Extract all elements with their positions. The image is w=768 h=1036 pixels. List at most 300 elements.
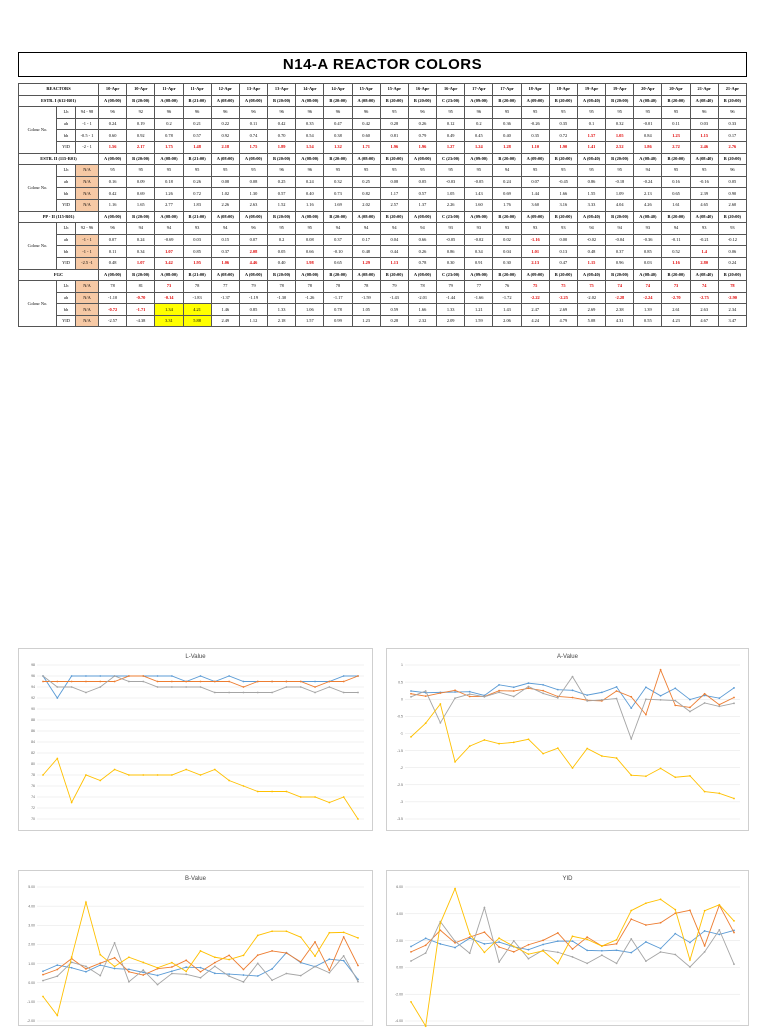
data-point — [56, 975, 58, 977]
chart-title: YID — [562, 876, 573, 882]
l-value-chart-svg — [19, 649, 372, 830]
value-cell: -1.26 — [296, 292, 324, 304]
data-point — [300, 936, 302, 938]
y-tick-label: -1 — [399, 731, 403, 736]
value-cell: 1.95 — [183, 257, 211, 269]
value-cell: 1.52 — [268, 199, 296, 211]
data-point — [410, 736, 412, 738]
shift-cell: A (08:00) — [352, 269, 380, 281]
y-tick-label: 5.00 — [28, 885, 35, 890]
value-cell: 0.49 — [437, 130, 465, 142]
table-row — [19, 304, 747, 316]
value-cell: 1.02 — [211, 188, 239, 200]
shift-cell: A (08:40) — [634, 153, 662, 165]
data-point — [557, 932, 559, 934]
value-cell: -0.69 — [155, 234, 183, 246]
value-cell: 94 — [634, 165, 662, 177]
value-cell: 96 — [239, 223, 267, 235]
data-point — [357, 692, 359, 694]
value-cell: 95 — [521, 107, 549, 119]
value-cell: -0.18 — [606, 176, 634, 188]
value-cell: 0.11 — [239, 118, 267, 130]
value-cell: 1.06 — [296, 304, 324, 316]
shift-cell: A (08:00) — [155, 211, 183, 223]
data-point — [572, 948, 574, 950]
shift-cell: B (20:00) — [324, 153, 352, 165]
data-point — [454, 761, 456, 763]
shift-cell: A (08:40) — [690, 153, 718, 165]
value-cell: -2.01 — [408, 292, 436, 304]
data-point — [454, 940, 456, 942]
shift-cell: A (08:40) — [577, 153, 605, 165]
value-cell: 0.36 — [493, 118, 521, 130]
value-cell: -1.30 — [268, 292, 296, 304]
value-cell: 1.75 — [155, 141, 183, 153]
value-cell: 0.03 — [183, 234, 211, 246]
data-point — [200, 675, 202, 677]
value-cell: 0.11 — [662, 118, 690, 130]
data-point — [200, 774, 202, 776]
a-value-chart-svg — [387, 649, 748, 830]
value-cell: 1.89 — [268, 141, 296, 153]
value-cell: 0.57 — [268, 188, 296, 200]
value-cell: 1.13 — [380, 257, 408, 269]
data-point — [128, 774, 130, 776]
value-cell: 95 — [437, 107, 465, 119]
value-cell: 96 — [296, 165, 324, 177]
value-cell: 0.17 — [718, 130, 746, 142]
data-point — [586, 748, 588, 750]
data-point — [243, 981, 245, 983]
date-header: 15-Apr — [352, 84, 380, 96]
data-point — [328, 969, 330, 971]
data-point — [513, 741, 515, 743]
value-cell: 0.24 — [127, 234, 155, 246]
value-cell: 1.07 — [155, 246, 183, 258]
data-point — [425, 952, 427, 954]
shift-cell: B (20:00) — [408, 95, 436, 107]
value-cell: 79 — [437, 281, 465, 293]
value-cell: -2.24 — [634, 292, 662, 304]
data-point — [142, 962, 144, 964]
value-cell: 96 — [183, 107, 211, 119]
value-cell: 93 — [718, 223, 746, 235]
value-cell: 1.09 — [606, 188, 634, 200]
data-point — [689, 909, 691, 911]
data-point — [85, 966, 87, 968]
data-point — [674, 954, 676, 956]
value-cell: 1.66 — [549, 188, 577, 200]
data-point — [228, 692, 230, 694]
value-cell: 3.31 — [155, 315, 183, 327]
table-row — [19, 281, 747, 293]
date-header: 10-Apr — [127, 84, 155, 96]
data-point — [733, 798, 735, 800]
value-cell: 95 — [211, 165, 239, 177]
data-point — [71, 686, 73, 688]
value-cell: 95 — [268, 223, 296, 235]
data-point — [513, 945, 515, 947]
date-header: 17-Apr — [465, 84, 493, 96]
data-point — [243, 954, 245, 956]
value-cell: 0.92 — [127, 130, 155, 142]
value-cell: 1.16 — [99, 199, 127, 211]
value-cell: 0.35 — [521, 130, 549, 142]
shift-cell: B (20:00) — [268, 211, 296, 223]
value-cell: 2.06 — [493, 315, 521, 327]
param-label: ah — [57, 118, 76, 130]
value-cell: -1.43 — [380, 292, 408, 304]
data-point — [300, 796, 302, 798]
value-cell: 95 — [634, 107, 662, 119]
data-point — [314, 941, 316, 943]
value-cell: 73 — [662, 281, 690, 293]
y-tick-label: -4.00 — [395, 1019, 403, 1024]
data-point — [85, 774, 87, 776]
shift-cell: B (20:00) — [268, 95, 296, 107]
value-cell: 0.45 — [465, 130, 493, 142]
value-cell: 4.31 — [606, 315, 634, 327]
value-cell: -1.17 — [324, 292, 352, 304]
data-point — [454, 691, 456, 693]
data-point — [42, 974, 44, 976]
shift-cell: A (08:40) — [690, 269, 718, 281]
value-cell: 1.07 — [127, 257, 155, 269]
y-tick-label: 92 — [31, 696, 35, 701]
data-point — [484, 739, 486, 741]
shift-cell: B (20:00) — [718, 211, 746, 223]
value-cell: 0.44 — [380, 246, 408, 258]
table-row — [19, 107, 747, 119]
data-point — [257, 962, 259, 964]
data-point — [410, 690, 412, 692]
data-point — [410, 696, 412, 698]
data-point — [645, 960, 647, 962]
data-point — [286, 686, 288, 688]
date-header: 19-Apr — [577, 84, 605, 96]
data-point — [271, 791, 273, 793]
data-point — [157, 686, 159, 688]
data-point — [85, 968, 87, 970]
data-point — [454, 947, 456, 949]
data-point — [171, 681, 173, 683]
shift-cell: A (08:00) — [211, 211, 239, 223]
value-cell: 0.57 — [183, 130, 211, 142]
value-cell: -0.03 — [437, 176, 465, 188]
y-tick-label: -1.00 — [27, 1000, 35, 1005]
data-point — [498, 690, 500, 692]
y-tick-label: 4.00 — [396, 912, 403, 916]
data-point — [689, 699, 691, 701]
value-cell: 1.98 — [296, 257, 324, 269]
shift-cell: A (08:00) — [211, 95, 239, 107]
data-point — [425, 690, 427, 692]
value-cell: 1.12 — [239, 315, 267, 327]
data-point — [171, 966, 173, 968]
data-point — [616, 943, 618, 945]
data-point — [484, 931, 486, 933]
spec-range: 94 - 98 — [76, 107, 99, 119]
table-row — [19, 188, 747, 200]
value-cell: 0.48 — [99, 257, 127, 269]
value-cell: -2.70 — [662, 292, 690, 304]
value-cell: 95 — [239, 165, 267, 177]
value-cell: 96 — [296, 107, 324, 119]
value-cell: 0.86 — [437, 246, 465, 258]
y-tick-label: -3 — [399, 800, 403, 805]
data-point — [243, 681, 245, 683]
param-label: bh — [57, 130, 76, 142]
value-cell: 2.26 — [437, 199, 465, 211]
data-point — [343, 960, 345, 962]
data-point — [674, 687, 676, 689]
data-point — [586, 962, 588, 964]
data-point — [214, 681, 216, 683]
value-cell: 1.41 — [577, 141, 605, 153]
data-point — [243, 785, 245, 787]
data-point — [128, 675, 130, 677]
data-point — [114, 942, 116, 944]
value-cell: 74 — [606, 281, 634, 293]
shift-cell: B (21:00) — [183, 153, 211, 165]
y-tick-label: 1 — [401, 663, 403, 668]
data-point — [228, 973, 230, 975]
data-point — [286, 930, 288, 932]
shift-cell: A (08:00) — [211, 153, 239, 165]
data-point — [601, 954, 603, 956]
value-cell: 94 — [380, 223, 408, 235]
date-header: 21-Apr — [690, 84, 718, 96]
value-cell: 96 — [99, 223, 127, 235]
shift-cell: B (20:00) — [662, 95, 690, 107]
data-point — [343, 681, 345, 683]
table-row — [19, 234, 747, 246]
data-point — [469, 933, 471, 935]
data-point — [586, 700, 588, 702]
data-point — [85, 971, 87, 973]
value-cell: 2.76 — [718, 141, 746, 153]
value-cell: 0.35 — [296, 118, 324, 130]
data-point — [410, 960, 412, 962]
value-cell: 0.59 — [380, 304, 408, 316]
data-point — [557, 697, 559, 699]
spec-range: N/A — [76, 281, 99, 293]
shift-cell: A (08:00) — [352, 153, 380, 165]
data-point — [616, 698, 618, 700]
value-cell: 0.66 — [408, 234, 436, 246]
value-cell: 95 — [606, 107, 634, 119]
value-cell: 0.26 — [183, 176, 211, 188]
value-cell: 4.65 — [690, 199, 718, 211]
data-point — [439, 703, 441, 705]
value-cell: 74 — [690, 281, 718, 293]
value-cell: 96 — [211, 107, 239, 119]
value-cell: 0.81 — [380, 130, 408, 142]
value-cell: 94 — [155, 223, 183, 235]
data-point — [71, 802, 73, 804]
value-cell: -0.16 — [690, 176, 718, 188]
value-cell: 0.13 — [549, 246, 577, 258]
data-point — [157, 774, 159, 776]
y-tick-label: 70 — [31, 817, 35, 822]
param-label: ah — [57, 292, 76, 304]
value-cell: 0.78 — [155, 130, 183, 142]
param-label: YID — [57, 199, 76, 211]
shift-cell: A (08:00) — [155, 153, 183, 165]
y-tick-label: 84 — [31, 740, 35, 745]
data-point — [200, 971, 202, 973]
value-cell: 0.37 — [606, 246, 634, 258]
value-cell: 95 — [437, 165, 465, 177]
value-cell: 78 — [99, 281, 127, 293]
value-cell: 0.60 — [99, 130, 127, 142]
data-point — [660, 951, 662, 953]
data-point — [300, 961, 302, 963]
data-point — [498, 946, 500, 948]
shift-cell: B (20:00) — [718, 95, 746, 107]
value-cell: -0.02 — [465, 234, 493, 246]
value-cell: 3.33 — [577, 199, 605, 211]
data-point — [704, 693, 706, 695]
data-point — [484, 907, 486, 909]
value-cell: 0.30 — [493, 257, 521, 269]
data-point — [645, 714, 647, 716]
data-point — [630, 952, 632, 954]
value-cell: 4.79 — [549, 315, 577, 327]
value-cell: 0.48 — [577, 246, 605, 258]
value-cell: 0.09 — [127, 176, 155, 188]
data-point — [42, 774, 44, 776]
value-cell: 76 — [493, 281, 521, 293]
shift-cell: A (08:00) — [155, 95, 183, 107]
value-cell: 0.06 — [718, 246, 746, 258]
shift-cell: A (09:00) — [465, 95, 493, 107]
data-point — [498, 743, 500, 745]
shift-cell: B (20:00) — [380, 153, 408, 165]
spec-range: -2 - 1 — [76, 141, 99, 153]
spec-range: N/A — [76, 199, 99, 211]
value-cell: 2.13 — [521, 257, 549, 269]
value-cell: 95 — [99, 165, 127, 177]
value-cell: -1.83 — [183, 292, 211, 304]
value-cell: 3.16 — [549, 199, 577, 211]
y-tick-label: 76 — [31, 784, 35, 789]
value-cell: 0.38 — [324, 130, 352, 142]
value-cell: -2.25 — [549, 292, 577, 304]
value-cell: 0.2 — [268, 234, 296, 246]
value-cell: 0.85 — [634, 246, 662, 258]
spec-range: N/A — [76, 165, 99, 177]
data-point — [528, 682, 530, 684]
data-point — [542, 944, 544, 946]
shift-cell: B (20:00) — [718, 153, 746, 165]
data-point — [286, 973, 288, 975]
data-point — [439, 922, 441, 924]
data-point — [99, 964, 101, 966]
data-point — [142, 969, 144, 971]
data-point — [542, 684, 544, 686]
data-point — [214, 692, 216, 694]
data-point — [200, 686, 202, 688]
data-point — [343, 931, 345, 933]
data-point — [85, 675, 87, 677]
value-cell: 2.02 — [352, 199, 380, 211]
chart-a-value — [386, 648, 749, 831]
value-cell: 1.15 — [690, 130, 718, 142]
series-line — [43, 902, 358, 1015]
value-cell: 78 — [296, 281, 324, 293]
value-cell: 0.18 — [155, 176, 183, 188]
value-cell: 95 — [296, 223, 324, 235]
y-tick-label: 96 — [31, 674, 35, 679]
shift-cell: A (09:00) — [465, 211, 493, 223]
value-cell: 96 — [690, 107, 718, 119]
data-point — [704, 930, 706, 932]
data-point — [513, 940, 515, 942]
value-cell: 1.21 — [465, 304, 493, 316]
data-point — [410, 946, 412, 948]
data-point — [228, 675, 230, 677]
value-cell: 0.24 — [99, 118, 127, 130]
data-point — [630, 774, 632, 776]
data-point — [314, 955, 316, 957]
data-point — [257, 935, 259, 937]
shift-cell: A (09:00) — [465, 153, 493, 165]
date-header: 20-Apr — [634, 84, 662, 96]
value-cell: 0.84 — [634, 130, 662, 142]
data-point — [528, 686, 530, 688]
data-point — [660, 669, 662, 671]
value-cell: 0.05 — [268, 246, 296, 258]
data-point — [328, 972, 330, 974]
data-point — [439, 722, 441, 724]
data-point — [314, 692, 316, 694]
date-header: 15-Apr — [380, 84, 408, 96]
data-point — [557, 940, 559, 942]
data-point — [42, 970, 44, 972]
section-name: ESTR. I (612-R01) — [19, 95, 99, 107]
data-point — [271, 681, 273, 683]
y-tick-label: 1.00 — [28, 961, 35, 966]
value-cell: -1.71 — [127, 304, 155, 316]
data-point — [528, 958, 530, 960]
data-point — [214, 972, 216, 974]
data-point — [572, 676, 574, 678]
value-cell: 4.23 — [662, 315, 690, 327]
data-point — [114, 957, 116, 959]
shift-cell: A (08:00) — [239, 211, 267, 223]
shift-cell: A (08:00) — [99, 269, 127, 281]
data-point — [128, 681, 130, 683]
value-cell: 0.48 — [352, 246, 380, 258]
data-point — [601, 950, 603, 952]
value-cell: -2.75 — [690, 292, 718, 304]
data-point — [718, 706, 720, 708]
shift-cell: A (08:00) — [99, 153, 127, 165]
value-cell: 95 — [352, 165, 380, 177]
section-header-row — [19, 269, 747, 281]
value-cell: 4.24 — [521, 315, 549, 327]
value-cell: 78 — [408, 281, 436, 293]
y-tick-label: -2.5 — [396, 782, 403, 787]
param-label: bh — [57, 304, 76, 316]
value-cell: 0.22 — [211, 118, 239, 130]
data-point — [439, 943, 441, 945]
shift-cell: B (20:00) — [268, 153, 296, 165]
value-cell: 92 — [127, 107, 155, 119]
value-cell: 1.65 — [127, 199, 155, 211]
data-point — [157, 681, 159, 683]
